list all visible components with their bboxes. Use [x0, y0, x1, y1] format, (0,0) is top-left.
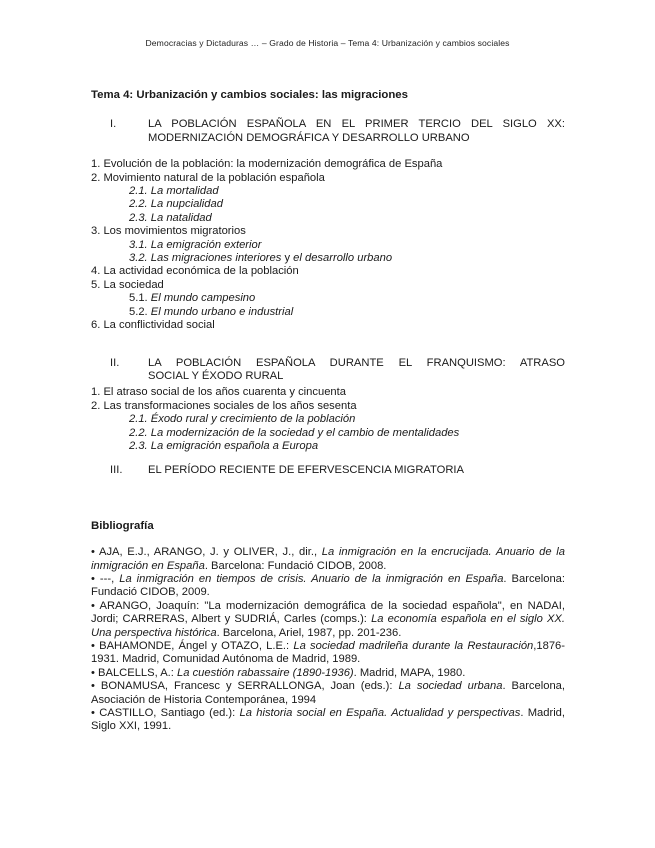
bibliography-entry: [91, 680, 565, 707]
subitem-part: 3.2. Las migraciones interiores: [129, 252, 282, 265]
list-item: 2. Movimiento natural de la población española: [91, 171, 325, 184]
list-subitem: [129, 292, 565, 305]
bibliography-list: [91, 546, 565, 734]
bibliography-entry: [91, 707, 565, 734]
list-subitem: 2.2. La modernización de la sociedad y el cambio de mentalidades: [129, 426, 460, 439]
entry-publisher: . Barcelona: Fundació CIDOB, 2009.: [91, 572, 566, 599]
list-subitem: 2.1. Éxodo rural y crecimiento de la población: [129, 413, 356, 426]
bibliography-entry: [91, 546, 565, 573]
bibliography-entry: [91, 667, 565, 680]
list-item: 4. La actividad económica de la población: [91, 265, 299, 278]
entry-publisher: . Barcelona: Fundació CIDOB, 2008.: [204, 559, 387, 572]
entry-authors: • BAHAMONDE, Ángel y OTAZO, L.E.:: [91, 640, 294, 652]
document-title: Tema 4: Urbanización y cambios sociales: las migraciones: [91, 89, 408, 101]
entry-title: La inmigración en tiempos de crisis. Anuario de la inmigración en España: [119, 572, 504, 585]
section-3-title: EL PERÍODO RECIENTE DE EFERVESCENCIA MIGRATORIA: [148, 464, 465, 477]
entry-authors: • BALCELLS, A.:: [91, 666, 178, 679]
section-2-title-line-1: LA POBLACIÓN ESPAÑOLA DURANTE EL FRANQUISMO: ATRASO: [148, 356, 565, 369]
section-1-number: I.: [110, 118, 117, 131]
entry-publisher: ,1876-1931. Madrid, Comunidad Autónoma de Madrid, 1989.: [91, 640, 566, 666]
section-1-title-line-1: LA POBLACIÓN ESPAÑOLA EN EL PRIMER TERCIO DEL SIGLO XX:: [148, 118, 565, 131]
entry-authors: • BONAMUSA, Francesc y SERRALLONGA, Joan (eds.):: [91, 680, 399, 693]
bibliography-entry: [91, 600, 565, 640]
list-subitem: 2.1. La mortalidad: [129, 185, 219, 198]
entry-title: La inmigración en la encrucijada. Anuario de la inmigración en España: [91, 546, 565, 572]
document-body: [91, 89, 565, 734]
subitem-number: 5.2.: [129, 305, 151, 318]
subitem-part: el desarrollo urbano: [293, 252, 393, 265]
entry-authors: • ARANGO, Joaquín: "La modernización demográfica de la sociedad española", en NADAI, Jordi; CARRERAS, Albert y SUDRIÁ, Carles (comps.):: [91, 599, 565, 626]
subitem-number: 5.1.: [129, 292, 151, 305]
section-2-heading: [110, 357, 565, 384]
list-item: 1. El atraso social de los años cuarenta y cincuenta: [91, 386, 346, 399]
section-3-heading: [110, 464, 565, 477]
entry-authors: • CASTILLO, Santiago (ed.):: [91, 707, 240, 720]
list-item: 3. Los movimientos migratorios: [91, 225, 246, 238]
entry-publisher: . Barcelona, Ariel, 1987, pp. 201-236.: [216, 626, 402, 639]
section-1-title-line-2: MODERNIZACIÓN DEMOGRÁFICA Y DESARROLLO URBANO: [148, 131, 470, 144]
list-item: 6. La conflictividad social: [91, 319, 215, 332]
list-subitem: 2.3. La emigración española a Europa: [129, 439, 319, 452]
bibliography-title: Bibliografía: [91, 519, 154, 532]
section-3-number: III.: [110, 464, 123, 477]
list-subitem: 2.3. La natalidad: [129, 211, 212, 224]
entry-title: La sociedad madrileña durante la Restauración: [293, 640, 534, 652]
list-item: 5. La sociedad: [91, 278, 164, 291]
list-subitem: 3.1. La emigración exterior: [129, 238, 262, 251]
entry-publisher: . Madrid, Siglo XXI, 1991.: [91, 707, 566, 733]
subitem-part: y: [281, 252, 294, 265]
section-1-heading: [110, 118, 565, 145]
entry-publisher: . Barcelona, Asociación de Historia Contemporánea, 1994: [91, 680, 565, 706]
list-subitem: [129, 306, 565, 319]
list-subitem: [129, 252, 565, 265]
entry-authors: • AJA, E.J., ARANGO, J. y OLIVER, J., dir.,: [91, 546, 322, 559]
bibliography-entry: [91, 640, 565, 667]
subitem-text: El mundo campesino: [150, 292, 256, 305]
page-header: Democracias y Dictaduras … – Grado de Historia – Tema 4: Urbanización y cambios sociales: [145, 38, 510, 48]
section-2-title-line-2: SOCIAL Y ÉXODO RURAL: [148, 369, 284, 382]
section-2-number: II.: [110, 356, 120, 369]
entry-title: La historia social en España. Actualidad y perspectivas: [239, 707, 521, 720]
entry-title: La cuestión rabassaire (1890-1936): [177, 666, 354, 679]
entry-title: La sociedad urbana: [398, 680, 503, 693]
entry-title: La economía española en el siglo XX. Una perspectiva histórica: [91, 613, 566, 639]
entry-publisher: . Madrid, MAPA, 1980.: [353, 666, 466, 679]
section-2-list: [91, 386, 565, 453]
entry-authors: • ---,: [91, 572, 120, 585]
list-subitem: 2.2. La nupcialidad: [129, 198, 223, 211]
subitem-text: El mundo urbano e industrial: [150, 305, 294, 318]
list-item: 1. Evolución de la población: la modernización demográfica de España: [91, 158, 443, 171]
bibliography-entry: [91, 573, 565, 600]
section-1-list: [91, 158, 565, 332]
list-item: 2. Las transformaciones sociales de los años sesenta: [91, 399, 357, 412]
